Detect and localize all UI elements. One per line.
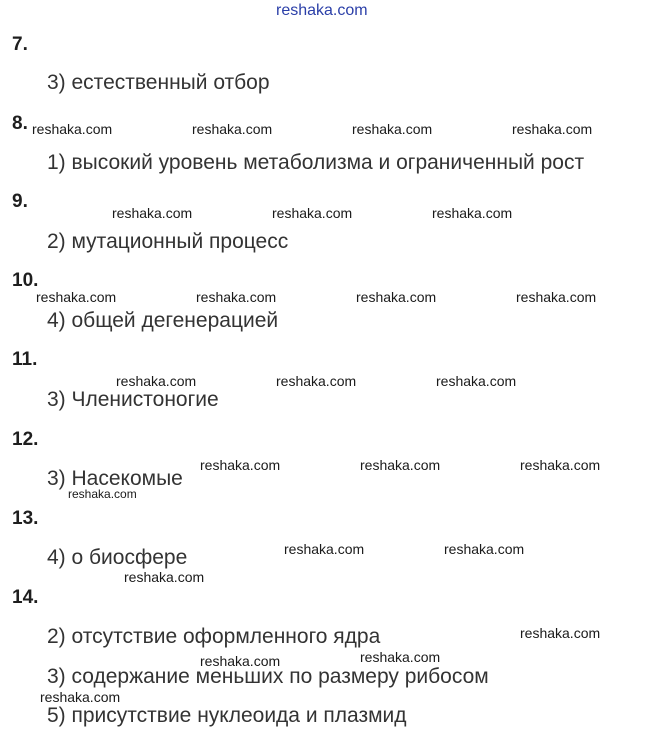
watermark: reshaka.com — [512, 121, 593, 137]
question-number: 11. — [12, 349, 38, 370]
site-header-watermark: reshaka.com — [276, 2, 368, 19]
watermark: reshaka.com — [520, 457, 601, 473]
answer-line: 2) мутационный процесс — [47, 230, 289, 253]
answer-line: 3) естественный отбор — [47, 71, 270, 94]
watermark: reshaka.com — [68, 487, 137, 501]
answer-line: 3) содержание меньших по размеру рибосом — [47, 665, 489, 688]
watermark: reshaka.com — [356, 289, 437, 305]
question-number: 13. — [12, 508, 39, 529]
watermark: reshaka.com — [432, 205, 513, 221]
watermark: reshaka.com — [32, 121, 113, 137]
question-number: 7. — [12, 34, 28, 55]
question-number: 10. — [12, 270, 39, 291]
watermark: reshaka.com — [444, 541, 525, 557]
watermark: reshaka.com — [200, 653, 281, 669]
answer-line: 3) Насекомые — [47, 467, 183, 490]
watermark: reshaka.com — [284, 541, 365, 557]
answer-line: 2) отсутствие оформленного ядра — [47, 625, 381, 648]
watermark: reshaka.com — [124, 569, 205, 585]
watermark: reshaka.com — [360, 457, 441, 473]
watermark: reshaka.com — [192, 121, 273, 137]
watermark: reshaka.com — [40, 689, 121, 705]
question-number: 12. — [12, 429, 39, 450]
watermark: reshaka.com — [200, 457, 281, 473]
watermark: reshaka.com — [36, 289, 117, 305]
watermark: reshaka.com — [520, 625, 601, 641]
answer-line: 4) общей дегенерацией — [47, 309, 279, 332]
watermark: reshaka.com — [276, 373, 357, 389]
watermark: reshaka.com — [360, 649, 441, 665]
watermark: reshaka.com — [112, 205, 193, 221]
answer-line: 4) о биосфере — [47, 546, 188, 569]
watermark: reshaka.com — [436, 373, 517, 389]
answer-line: 1) высокий уровень метаболизма и ограниченный рост — [47, 151, 585, 174]
answer-line: 5) присутствие нуклеоида и плазмид — [47, 704, 407, 727]
watermark: reshaka.com — [272, 205, 353, 221]
question-number: 8. — [12, 113, 28, 134]
answer-line: 3) Членистоногие — [47, 388, 219, 411]
question-number: 14. — [12, 587, 39, 608]
watermark: reshaka.com — [516, 289, 597, 305]
question-number: 9. — [12, 191, 28, 212]
watermark: reshaka.com — [196, 289, 277, 305]
watermark: reshaka.com — [116, 373, 197, 389]
watermark: reshaka.com — [352, 121, 433, 137]
